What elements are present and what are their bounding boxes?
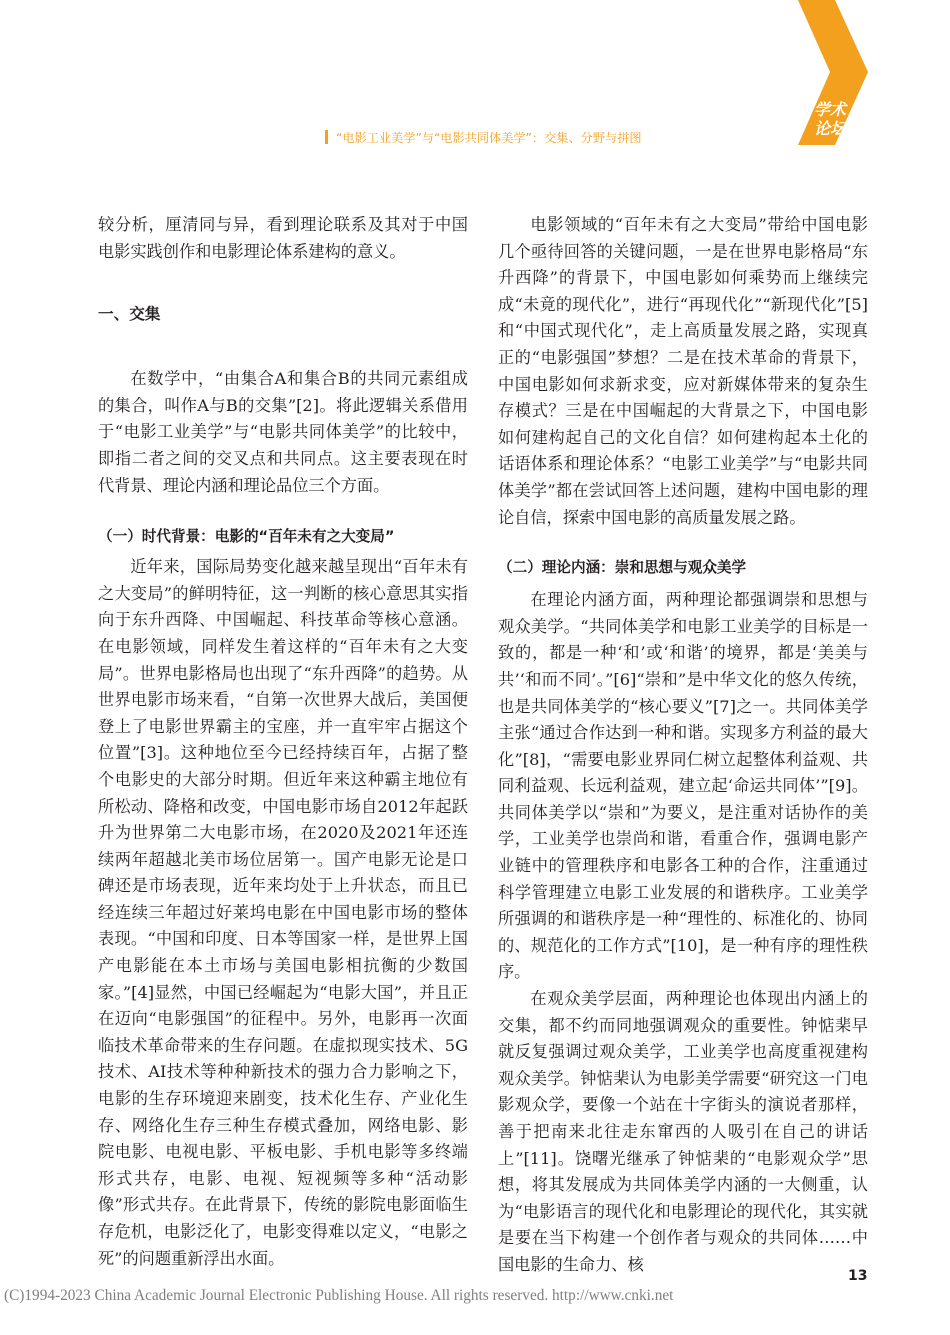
running-head-text: “电影工业美学”与“电影共同体美学”：交集、分野与拼图 [336,131,642,145]
copyright-footer: (C)1994-2023 China Academic Journal Electronic Publishing House. All rights reserved. http://www.cnki.net [4,1287,674,1304]
section-title: 一、交集 [98,305,161,324]
body-paragraph: 在理论内涵方面，两种理论都强调崇和思想与观众美学。“共同体美学和电影工业美学的目标是一致的，都是一种‘和’或‘和谐’的境界，都是‘美美与共’‘和而不同’。”[6]“崇和”是中华文化的悠久传统，也是共同体美学的“核心要义”[7]之一。共同体美学主张“通过合作达到一种和谐。实现多方利益的最大化”[8]，“需要电影业界同仁树立起整体利益观、共同利益观、长远利益观，建立起‘命运共同体’”[9]。共同体美学以“崇和”为要义，是注重对话协作的美学，工业美学也崇尚和谐，看重合作，强调电影产业链中的管理秩序和电影各工种的合作，注重通过科学管理建立电影工业发展的和谐秩序。工业美学所强调的和谐秩序是一种“理性的、标准化的、协同的、规范化的工作方式”[10]，是一种有序的理性秩序。 [498,590,868,982]
badge-line-2: 论坛 [813,119,846,138]
badge-line-1: 学术 [813,100,846,119]
journal-badge-label [800,100,860,138]
running-head-bar [325,130,328,144]
intro-paragraph: 较分析，厘清同与异，看到理论联系及其对于中国电影实践创作和电影理论体系建构的意义。 [98,215,468,261]
right-column [498,212,868,1279]
subsection-title: （二）理论内涵：崇和思想与观众美学 [498,559,747,577]
body-paragraph: 在数学中，“由集合A和集合B的共同元素组成的集合，叫作A与B的交集”[2]。将此逻辑关系借用于“电影工业美学”与“电影共同体美学”的比较中，即指二者之间的交叉点和共同点。这主要表现在时代背景、理论内涵和理论品位三个方面。 [98,369,468,495]
body-paragraph: 近年来，国际局势变化越来越呈现出“百年未有之大变局”的鲜明特征，这一判断的核心意思其实指向于东升西降、中国崛起、科技革命等核心意涵。在电影领域，同样发生着这样的“百年未有之大变局”。世界电影格局也出现了“东升西降”的趋势。从世界电影市场来看，“自第一次世界大战后，美国便登上了电影世界霸主的宝座，并一直牢牢占据这个位置”[3]。这种地位至今已经持续百年，占据了整个电影史的大部分时期。但近年来这种霸主地位有所松动、降格和改变，中国电影市场自2012年起跃升为世界第二大电影市场，在2020及2021年还连续两年超越北美市场位居第一。国产电影无论是口碑还是市场表现，近年来均处于上升状态，而且已经连续三年超过好莱坞电影在中国电影市场的整体表现。“中国和印度、日本等国家一样，是世界上国产电影能在本土市场与美国电影相抗衡的少数国家。”[4]显然，中国已经崛起为“电影大国”，并且正在迈向“电影强国”的征程中。另外，电影再一次面临技术革命带来的生存问题。在虚拟现实技术、5G技术、AI技术等种种新技术的强力合力影响之下，电影的生存环境迎来剧变，技术化生存、产业化生存、网络化生存三种生存模式叠加，网络电影、影院电影、电视电影、平板电影、手机电影等多终端形式共存，电影、电视、短视频等多种“活动影像”形式共存。在此背景下，传统的影院电影面临生存危机，电影泛化了，电影变得难以定义，“电影之死”的问题重新浮出水面。 [98,557,468,1268]
subsection-title: （一）时代背景：电影的“百年未有之大变局” [98,528,395,546]
body-paragraph: 电影领域的“百年未有之大变局”带给中国电影几个亟待回答的关键问题，一是在世界电影格局“东升西降”的背景下，中国电影如何乘势而上继续完成“未竟的现代化”，进行“再现代化”“新现代化”[5]和“中国式现代化”，走上高质量发展之路，实现真正的“电影强国”梦想？二是在技术革命的背景下，中国电影如何求新求变，应对新媒体带来的复杂生存模式？三是在中国崛起的大背景之下，中国电影如何建构起自己的文化自信？如何建构起本土化的话语体系和理论体系？“电影工业美学”与“电影共同体美学”都在尝试回答上述问题，建构中国电影的理论自信，探索中国电影的高质量发展之路。 [498,215,868,527]
body-paragraph: 在观众美学层面，两种理论也体现出内涵上的交集，都不约而同地强调观众的重要性。钟惦棐早就反复强调过观众美学，工业美学也高度重视建构观众美学。钟惦棐认为电影美学需要“研究这一门电影观众学，要像一个站在十字街头的演说者那样，善于把南来北往走东窜西的人吸引在自己的讲话上”[11]。饶曙光继承了钟惦棐的“电影观众学”思想，将其发展成为共同体美学内涵的一大侧重，认为“电影语言的现代化和电影理论的现代化，其实就是要在当下构建一个创作者与观众的共同体……中国电影的生命力、核 [498,989,868,1274]
left-column [98,212,468,1272]
running-head [325,129,775,147]
page-number: 13 [848,1268,868,1284]
